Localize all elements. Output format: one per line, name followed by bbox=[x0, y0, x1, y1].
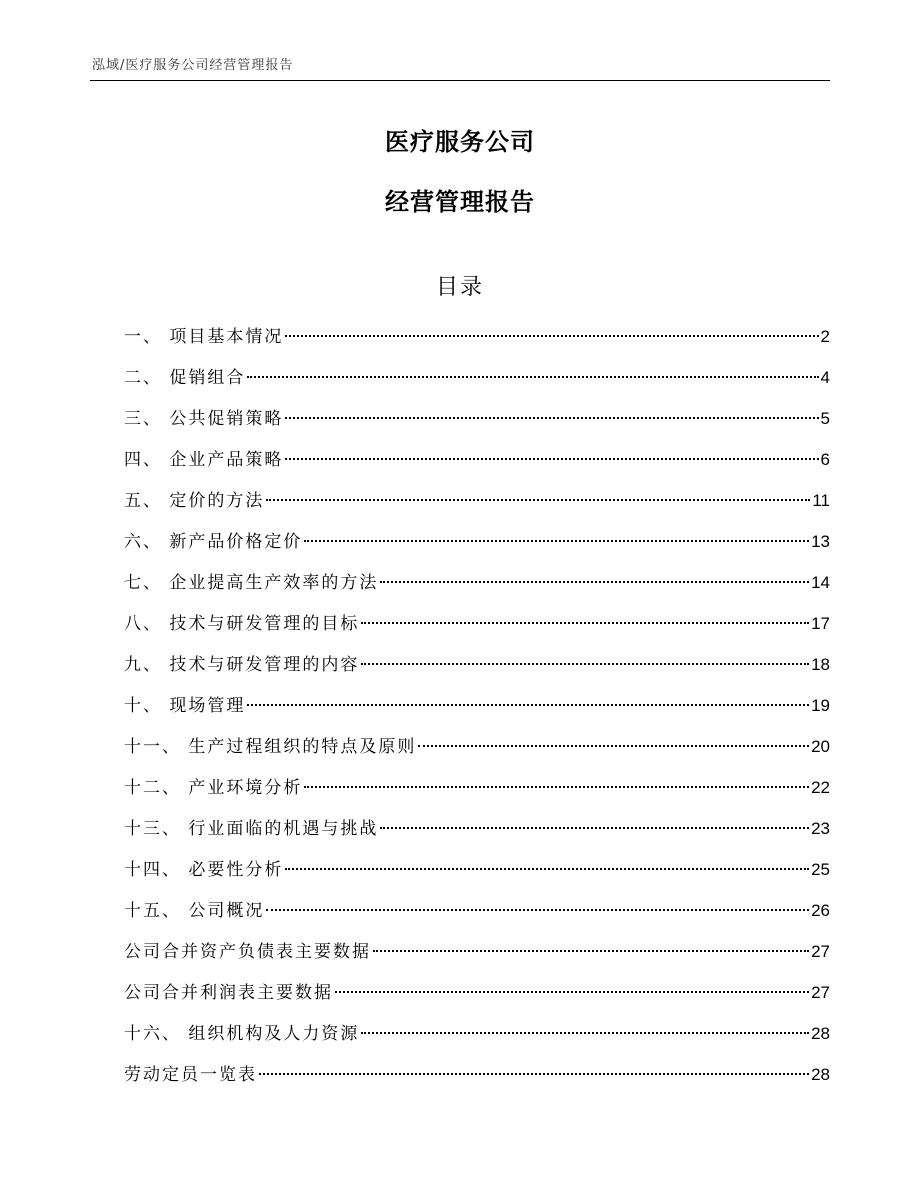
toc-entry[interactable] bbox=[124, 774, 830, 815]
toc-entry-page: 6 bbox=[820, 450, 830, 469]
toc-leader-dots bbox=[247, 376, 818, 378]
document-subtitle: 经营管理报告 bbox=[385, 188, 535, 216]
toc-entry-page: 23 bbox=[811, 819, 830, 838]
toc-leader-dots bbox=[373, 950, 809, 952]
toc-leader-dots bbox=[361, 622, 809, 624]
toc-entry-label: 九、 技术与研发管理的内容 bbox=[124, 655, 360, 675]
toc-entry-page: 18 bbox=[811, 655, 830, 674]
toc-entry-page: 28 bbox=[811, 1065, 830, 1084]
toc-entry-page: 19 bbox=[811, 696, 830, 715]
toc-heading: 目录 bbox=[435, 275, 484, 300]
toc-leader-dots bbox=[380, 581, 809, 583]
toc-entry[interactable] bbox=[124, 733, 830, 774]
toc-entry[interactable] bbox=[124, 446, 830, 487]
toc-entry-label: 五、 定价的方法 bbox=[124, 491, 265, 511]
toc-leader-dots bbox=[247, 704, 809, 706]
toc-leader-dots bbox=[285, 417, 818, 419]
toc-leader-dots bbox=[285, 868, 809, 870]
toc-leader-dots bbox=[418, 745, 809, 747]
toc-entry-page: 17 bbox=[811, 614, 830, 633]
toc-entry-label: 十四、 必要性分析 bbox=[124, 860, 284, 880]
toc-entry-label: 公司合并利润表主要数据 bbox=[124, 983, 333, 1003]
toc-leader-dots bbox=[266, 499, 810, 501]
toc-entry[interactable] bbox=[124, 528, 830, 569]
toc-entry-label: 三、 公共促销策略 bbox=[124, 409, 284, 429]
toc-entry-label: 二、 促销组合 bbox=[124, 368, 246, 388]
toc-entry-label: 公司合并资产负债表主要数据 bbox=[124, 942, 371, 962]
toc-leader-dots bbox=[285, 335, 818, 337]
toc-entry[interactable] bbox=[124, 323, 830, 364]
toc-entry[interactable] bbox=[124, 1061, 830, 1102]
toc-entry-label: 四、 企业产品策略 bbox=[124, 450, 284, 470]
toc-entry-page: 2 bbox=[820, 327, 830, 346]
toc-entry-label: 十三、 行业面临的机遇与挑战 bbox=[124, 819, 379, 839]
toc-entry-label: 十、 现场管理 bbox=[124, 696, 246, 716]
toc-entry-label: 十五、 公司概况 bbox=[124, 901, 265, 921]
toc-leader-dots bbox=[380, 827, 809, 829]
toc-entry[interactable] bbox=[124, 692, 830, 733]
toc-entry[interactable] bbox=[124, 1020, 830, 1061]
toc-entry-page: 14 bbox=[811, 573, 830, 592]
toc-entry-label: 十一、 生产过程组织的特点及原则 bbox=[124, 737, 417, 757]
toc-entry-label: 劳动定员一览表 bbox=[124, 1065, 257, 1085]
toc-entry-page: 27 bbox=[811, 942, 830, 961]
toc-entry-label: 十六、 组织机构及人力资源 bbox=[124, 1024, 360, 1044]
toc-entry-page: 26 bbox=[811, 901, 830, 920]
running-header: 泓域/医疗服务公司经营管理报告 bbox=[92, 58, 294, 73]
toc-leader-dots bbox=[304, 786, 809, 788]
toc-entry-page: 20 bbox=[811, 737, 830, 756]
toc-entry[interactable] bbox=[124, 405, 830, 446]
toc-entry[interactable] bbox=[124, 487, 830, 528]
toc-entry[interactable] bbox=[124, 897, 830, 938]
toc-entry-label: 十二、 产业环境分析 bbox=[124, 778, 303, 798]
toc-entry[interactable] bbox=[124, 815, 830, 856]
toc-entry-label: 七、 企业提高生产效率的方法 bbox=[124, 573, 379, 593]
toc-leader-dots bbox=[259, 1073, 809, 1075]
toc-leader-dots bbox=[266, 909, 809, 911]
toc-entry[interactable] bbox=[124, 938, 830, 979]
toc-entry-label: 一、 项目基本情况 bbox=[124, 327, 284, 347]
toc-entry-label: 八、 技术与研发管理的目标 bbox=[124, 614, 360, 634]
toc-leader-dots bbox=[304, 540, 809, 542]
table-of-contents bbox=[124, 323, 830, 1102]
header-divider bbox=[90, 80, 830, 81]
toc-entry[interactable] bbox=[124, 979, 830, 1020]
toc-entry[interactable] bbox=[124, 364, 830, 405]
toc-leader-dots bbox=[361, 663, 809, 665]
toc-entry-page: 27 bbox=[811, 983, 830, 1002]
toc-leader-dots bbox=[335, 991, 809, 993]
document-title: 医疗服务公司 bbox=[385, 128, 535, 156]
toc-entry[interactable] bbox=[124, 610, 830, 651]
toc-entry-page: 4 bbox=[820, 368, 830, 387]
toc-entry[interactable] bbox=[124, 651, 830, 692]
toc-entry-label: 六、 新产品价格定价 bbox=[124, 532, 303, 552]
toc-entry-page: 28 bbox=[811, 1024, 830, 1043]
toc-entry-page: 13 bbox=[811, 532, 830, 551]
toc-entry-page: 25 bbox=[811, 860, 830, 879]
toc-entry-page: 5 bbox=[820, 409, 830, 428]
toc-leader-dots bbox=[285, 458, 818, 460]
toc-leader-dots bbox=[361, 1032, 809, 1034]
toc-entry[interactable] bbox=[124, 856, 830, 897]
toc-entry-page: 11 bbox=[812, 491, 830, 510]
toc-entry-page: 22 bbox=[811, 778, 830, 797]
toc-entry[interactable] bbox=[124, 569, 830, 610]
